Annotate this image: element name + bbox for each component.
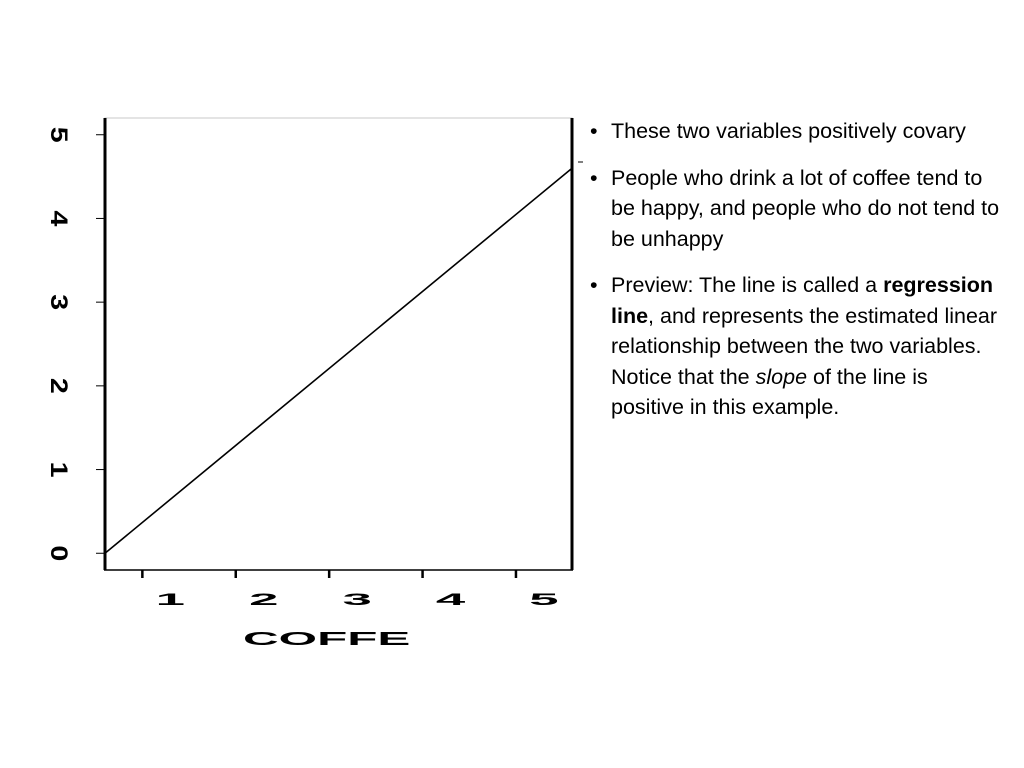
x-tick-label: 4: [435, 590, 466, 609]
x-axis-label: COFFE: [243, 628, 411, 649]
bullet-item: • These two variables positively covary: [590, 119, 966, 143]
bullet-text: [611, 273, 997, 419]
y-tick-label: 3: [45, 294, 74, 311]
y-tick-label: 1: [45, 461, 74, 478]
x-tick-label: 1: [155, 590, 186, 609]
slope-term: slope: [755, 364, 808, 389]
regression-line: [105, 168, 572, 553]
bullet-item: • People who drink a lot of coffee tend to be happy, and people who do not tend to be unhappy: [590, 165, 1000, 251]
x-tick-label: 3: [342, 590, 372, 609]
y-tick-label: 4: [45, 210, 74, 227]
y-tick-label: 2: [45, 377, 74, 394]
x-tick-label: 5: [529, 590, 559, 609]
y-tick-label: 5: [45, 126, 74, 143]
y-tick-label: 0: [45, 545, 74, 562]
plot-frame: [105, 118, 572, 570]
bullet-list: [590, 116, 1000, 439]
bullet-text: These two variables positively covary: [611, 119, 966, 143]
bullet-text-part: Preview: The line is called a: [611, 273, 884, 297]
y-axis-ticks: [46, 127, 104, 561]
bullet-text-part: of the line is positive in this example.: [611, 364, 928, 419]
x-axis-ticks: [142, 570, 558, 609]
bullet-text: People who drink a lot of coffee tend to be happy, and people who do not tend to be unhappy: [611, 165, 1000, 251]
bullet-item: • Preview: The line is called a regression line, and represents the estimated linear relationship between the two variables. Notice that the slope of the line is positive in this example.: [590, 273, 998, 419]
bullet-text-part: , and represents the estimated linear relationship between the two variables. Notice that the: [611, 303, 998, 389]
regression-line-term: regression line: [611, 273, 994, 328]
x-tick-label: 2: [249, 590, 279, 609]
